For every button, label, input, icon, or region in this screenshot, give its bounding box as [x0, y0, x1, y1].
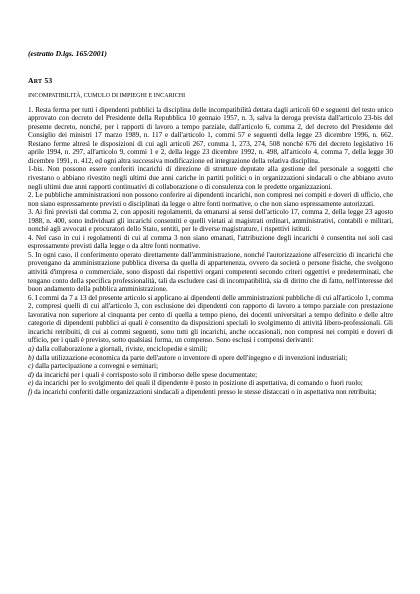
list-item-text: dalla utilizzazione economica da parte dell'autore o inventore di opere dell'ingegno e di invenzioni industriali;: [35, 353, 348, 362]
paragraph-1-bis: 1-bis. Non possono essere conferiti incarichi di direzione di strutture deputate alla gestione del personale a soggetti che rivestano o abbiano rivestito negli ultimi due anni cariche in partiti politici o in organizzazioni sindacali o che abbiano avuto negli ultimi due anni rapporti continuativi di collaborazione o di consulenza con le predette organizzazioni.: [28, 165, 393, 191]
list-item-text: da incarichi per i quali è corrisposto solo il rimborso delle spese documentate;: [35, 370, 258, 379]
paragraph-4: 4. Nel caso in cui i regolamenti di cui al comma 3 non siano emanati, l'attribuzione degli incarichi è consentita nei soli casi espressamente previsti dalla legge o da altre fonti normative.: [28, 233, 393, 251]
list-item-letter: d): [28, 370, 34, 379]
paragraph-2: 2. Le pubbliche amministrazioni non possono conferire ai dipendenti incarichi, non compresi nei compiti e doveri di ufficio, che non siano espressamente previsti o disciplinati da legge o altre fonti normative, o che non siano espressamente autorizzati.: [28, 191, 393, 208]
article-prefix-rest: RT: [33, 78, 43, 85]
list-item-text: da incarichi conferiti dalle organizzazioni sindacali a dipendenti presso le stesse distaccati o in aspettativa non retribuita;: [34, 387, 377, 396]
list-item: [28, 379, 393, 388]
article-prefix: A: [28, 75, 34, 85]
list-item-text: da incarichi per lo svolgimento dei quali il dipendente è posto in posizione di aspettativa, di comando o fuori ruolo;: [35, 379, 363, 388]
source-reference: (estratto D.lgs. 165/2001): [28, 49, 107, 58]
article-heading: INCOMPATIBILITÀ, CUMULO DI IMPIEGHI E INCARICHI: [28, 93, 186, 100]
article-number: 53: [44, 75, 53, 85]
list-item-letter: f): [28, 387, 33, 396]
paragraph-5: 5. In ogni caso, il conferimento operato direttamente dall'amministrazione, nonché l'autorizzazione all'esercizio di incarichi che provengano da amministrazione pubblica diversa da quella di appartenenza, ovvero da società o persone fisiche, che svolgono attività d'impresa o commerciale, sono disposti dai rispettivi organi competenti secondo criteri oggettivi e predeterminati, che tengano conto della specifica professionalità, tali da escludere casi di incompatibilità, sia di diritto che di fatto, nell'interesse del buon andamento della pubblica amministrazione.: [28, 250, 393, 294]
list-item-letter: e): [28, 379, 34, 388]
list-item-letter: a): [28, 344, 34, 353]
document-page: [28, 50, 393, 396]
paragraph-6: 6. I commi da 7 a 13 del presente articolo si applicano ai dipendenti delle amministrazioni pubbliche di cui all'articolo 1, comma 2, compresi quelli di cui all'articolo 3, con esclusione dei dipendenti con rapporto di lavoro a tempo parziale con prestazione lavorativa non superiore al cinquanta per cento di quella a tempo pieno, dei docenti universitari a tempo definito e delle altre categorie di dipendenti pubblici ai quali è consentito da disposizioni speciali lo svolgimento di attività libero-professionali. Gli incarichi retribuiti, di cui ai commi seguenti, sono tutti gli incarichi, anche occasionali, non compresi nei compiti e doveri di ufficio, per i quali è previsto, sotto qualsiasi forma, un compenso. Sono esclusi i compensi derivanti:: [28, 293, 393, 345]
exclusions-list: [28, 345, 393, 396]
list-item: [28, 371, 393, 380]
list-item: [28, 362, 393, 371]
list-item-letter: c): [28, 362, 34, 371]
paragraph-1: 1. Resta ferma per tutti i dipendenti pubblici la disciplina delle incompatibilità dettata dagli articoli 60 e seguenti del testo unico approvato con decreto del Presidente della Repubblica 10 gennaio 1957, n. 3, salva la deroga prevista dall'articolo 23-bis del presente decreto, nonché, per i rapporti di lavoro a tempo parziale, dall'articolo 6, comma 2, del decreto del Presidente del Consiglio dei ministri 17 marzo 1989, n. 117 e dall'articolo 1, commi 57 e seguenti della legge 23 dicembre 1996, n. 662. Restano ferme altresì le disposizioni di cui agli articoli 267, comma 1, 273, 274, 508 nonché 676 del decreto legislativo 16 aprile 1994, n. 297, all'articolo 9, commi 1 e 2, della legge 23 dicembre 1992, n. 498, all'articolo 4, comma 7, della legge 30 dicembre 1991, n. 412, ed ogni altra successiva modificazione ed integrazione della relativa disciplina.: [28, 105, 393, 165]
list-item: [28, 345, 393, 354]
list-item: [28, 388, 393, 397]
list-item-text: dalla partecipazione a convegni e seminari;: [35, 362, 159, 371]
paragraph-3: 3. Ai fini previsti dal comma 2, con appositi regolamenti, da emanarsi ai sensi dell'articolo 17, comma 2, della legge 23 agosto 1988, n. 400, sono individuati gli incarichi consentiti e quelli vietati ai magistrati ordinari, amministrativi, contabili e militari, nonché agli avvocati e procuratori dello Stato, sentiti, per le diverse magistrature, i rispettivi istituti.: [28, 208, 393, 234]
list-item: [28, 354, 393, 363]
list-item-text: dalla collaborazione a giornali, riviste, enciclopedie e simili;: [35, 344, 208, 353]
list-item-letter: b): [28, 353, 34, 362]
article-title: [28, 77, 393, 87]
